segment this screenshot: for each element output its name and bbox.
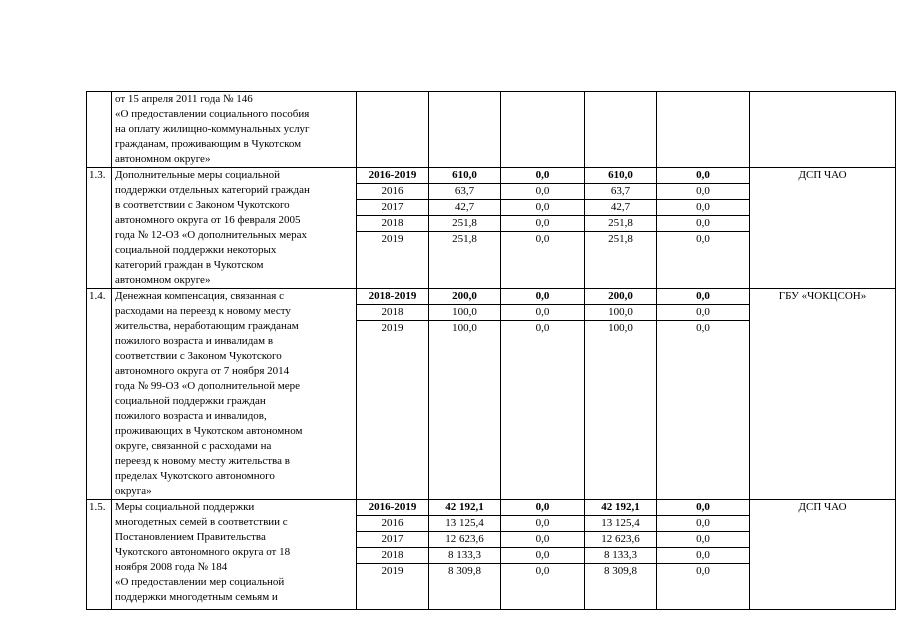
item-number: 1.4. [87, 289, 112, 500]
year-cell: 2019 [381, 322, 404, 334]
federal-cell: 0,0 [535, 565, 550, 577]
description-line: от 15 апреля 2011 года № 146 [115, 93, 253, 105]
federal-cell-group [501, 500, 585, 610]
item-number [87, 92, 112, 168]
other-cell: 0,0 [657, 216, 749, 232]
description-line: социальной поддержки некоторых [115, 244, 277, 256]
description-line: пределах Чукотского автономного [115, 470, 275, 482]
federal-cell-group [501, 92, 585, 168]
table-row [87, 289, 896, 500]
other-cell: 0,0 [657, 532, 749, 548]
federal-cell: 0,0 [535, 233, 550, 245]
item-description [112, 168, 357, 289]
other-cell: 0,0 [657, 516, 749, 532]
description-line: округе, связанной с расходами на [115, 440, 272, 452]
other-cell: 0,0 [657, 168, 749, 184]
year-cell: 2018 [357, 548, 428, 564]
description-line: проживающих в Чукотском автономном [115, 425, 303, 437]
other-cell: 0,0 [696, 322, 710, 334]
federal-cell: 0,0 [501, 168, 584, 184]
year-cell: 2019 [381, 565, 404, 577]
year-cell: 2018 [357, 216, 428, 232]
year-cell-group [357, 500, 429, 610]
total-cell: 251,8 [452, 233, 477, 245]
regional-cell: 42,7 [585, 200, 656, 216]
federal-cell-group [501, 289, 585, 500]
description-line: категорий граждан в Чукотском [115, 259, 264, 271]
other-cell: 0,0 [696, 233, 710, 245]
description-line: гражданам, проживающим в Чукотском [115, 138, 302, 150]
table-row [87, 92, 896, 168]
description-line: пожилого возраста и инвалидов, [115, 410, 267, 422]
program-table [86, 91, 896, 610]
year-cell: 2016-2019 [357, 500, 428, 516]
executor-cell: ДСП ЧАО [750, 168, 896, 289]
regional-cell: 63,7 [585, 184, 656, 200]
regional-cell-group [585, 500, 657, 610]
total-cell: 8 309,8 [448, 565, 481, 577]
total-cell-group [429, 500, 501, 610]
year-cell: 2018 [357, 305, 428, 321]
federal-cell: 0,0 [501, 305, 584, 321]
total-cell: 63,7 [429, 184, 500, 200]
total-cell: 100,0 [429, 305, 500, 321]
other-cell: 0,0 [657, 305, 749, 321]
year-cell: 2019 [381, 233, 404, 245]
year-cell-group [357, 92, 429, 168]
description-line: Постановлением Правительства [115, 531, 266, 543]
regional-cell: 200,0 [585, 289, 656, 305]
total-cell: 251,8 [429, 216, 500, 232]
description-line: Дополнительные меры социальной [115, 169, 281, 181]
total-cell-group [429, 289, 501, 500]
regional-cell: 42 192,1 [585, 500, 656, 516]
description-line: на оплату жилищно-коммунальных услуг [115, 123, 310, 135]
description-line: Чукотского автономного округа от 18 [115, 546, 291, 558]
description-line: «О предоставлении социального пособия [115, 108, 310, 120]
description-line: в соответствии с Законом Чукотского [115, 199, 290, 211]
regional-cell-group [585, 92, 657, 168]
regional-cell: 13 125,4 [585, 516, 656, 532]
table-body [87, 92, 896, 610]
year-cell: 2016 [357, 516, 428, 532]
executor-cell: ГБУ «ЧОКЦСОН» [750, 289, 896, 500]
year-cell: 2017 [357, 200, 428, 216]
item-description [112, 289, 357, 500]
description-line: поддержки отдельных категорий граждан [115, 184, 310, 196]
other-cell: 0,0 [696, 565, 710, 577]
other-cell-group [657, 289, 750, 500]
item-number: 1.5. [87, 500, 112, 610]
regional-cell-group [585, 289, 657, 500]
federal-cell: 0,0 [501, 216, 584, 232]
total-cell: 100,0 [452, 322, 477, 334]
other-cell-group [657, 92, 750, 168]
federal-cell: 0,0 [535, 322, 550, 334]
executor-cell [750, 92, 896, 168]
description-line: соответствии с Законом Чукотского [115, 350, 282, 362]
federal-cell-group [501, 168, 585, 289]
item-description [112, 500, 357, 610]
description-line: Меры социальной поддержки [115, 501, 255, 513]
federal-cell: 0,0 [501, 516, 584, 532]
item-description [112, 92, 357, 168]
total-cell: 42,7 [429, 200, 500, 216]
table-row [87, 500, 896, 610]
description-line: Денежная компенсация, связанная с [115, 290, 284, 302]
description-line: многодетных семей в соответствии с [115, 516, 288, 528]
description-line: округа» [115, 485, 152, 497]
executor-cell: ДСП ЧАО [750, 500, 896, 610]
federal-cell: 0,0 [501, 200, 584, 216]
other-cell: 0,0 [657, 548, 749, 564]
year-cell: 2016-2019 [357, 168, 428, 184]
federal-cell: 0,0 [501, 184, 584, 200]
regional-cell: 8 309,8 [604, 565, 637, 577]
total-cell-group [429, 168, 501, 289]
description-line: поддержки многодетным семьям и [115, 591, 278, 603]
description-line: автономном округе» [115, 274, 211, 286]
federal-cell: 0,0 [501, 532, 584, 548]
other-cell-group [657, 168, 750, 289]
year-cell: 2016 [357, 184, 428, 200]
regional-cell: 8 133,3 [585, 548, 656, 564]
federal-cell: 0,0 [501, 548, 584, 564]
total-cell: 12 623,6 [429, 532, 500, 548]
description-line: автономного округа от 16 февраля 2005 [115, 214, 301, 226]
year-cell-group [357, 289, 429, 500]
description-line: автономного округа от 7 ноября 2014 [115, 365, 290, 377]
total-cell: 8 133,3 [429, 548, 500, 564]
other-cell: 0,0 [657, 200, 749, 216]
total-cell: 610,0 [429, 168, 500, 184]
total-cell: 200,0 [429, 289, 500, 305]
year-cell: 2017 [357, 532, 428, 548]
regional-cell: 12 623,6 [585, 532, 656, 548]
description-line: года № 99-ОЗ «О дополнительной мере [115, 380, 301, 392]
regional-cell-group [585, 168, 657, 289]
regional-cell: 610,0 [585, 168, 656, 184]
other-cell: 0,0 [657, 289, 749, 305]
other-cell: 0,0 [657, 184, 749, 200]
description-line: социальной поддержки граждан [115, 395, 266, 407]
description-line: жительства, неработающим гражданам [115, 320, 299, 332]
year-cell-group [357, 168, 429, 289]
other-cell-group [657, 500, 750, 610]
total-cell-group [429, 92, 501, 168]
regional-cell: 100,0 [585, 305, 656, 321]
description-line: пожилого возраста и инвалидам в [115, 335, 274, 347]
regional-cell: 251,8 [585, 216, 656, 232]
description-line: переезд к новому месту жительства в [115, 455, 290, 467]
total-cell: 13 125,4 [429, 516, 500, 532]
description-line: автономном округе» [115, 153, 211, 165]
year-cell: 2018-2019 [357, 289, 428, 305]
item-number: 1.3. [87, 168, 112, 289]
description-line: «О предоставлении мер социальной [115, 576, 285, 588]
table-row [87, 168, 896, 289]
federal-cell: 0,0 [501, 289, 584, 305]
regional-cell: 100,0 [608, 322, 633, 334]
description-line: года № 12-ОЗ «О дополнительных мерах [115, 229, 308, 241]
total-cell: 42 192,1 [429, 500, 500, 516]
federal-cell: 0,0 [501, 500, 584, 516]
description-line: ноября 2008 года № 184 [115, 561, 228, 573]
other-cell: 0,0 [657, 500, 749, 516]
regional-cell: 251,8 [608, 233, 633, 245]
description-line: расходами на переезд к новому месту [115, 305, 291, 317]
